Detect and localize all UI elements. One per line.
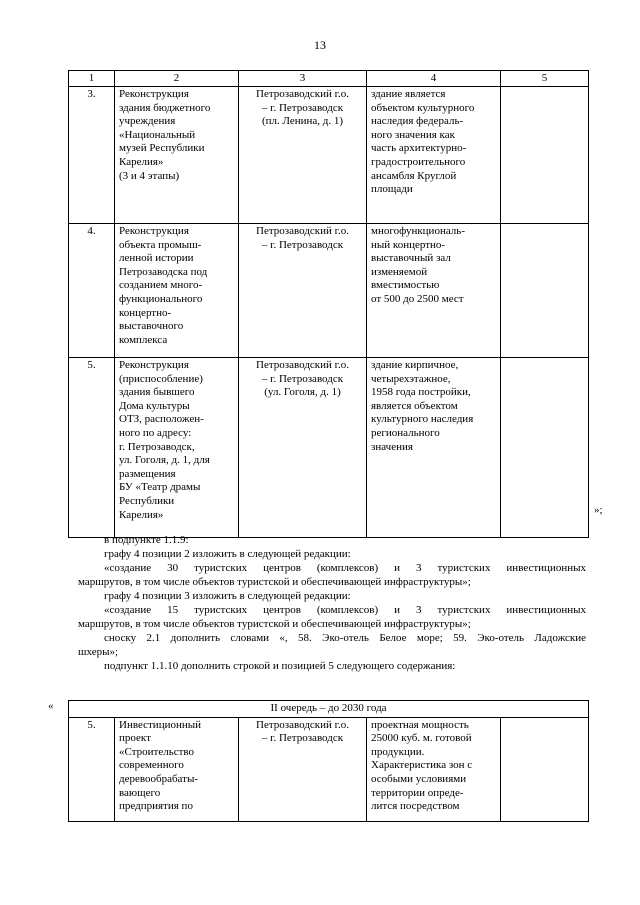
text-line: культурного наследия — [371, 413, 474, 426]
header-cell-5: 5 — [501, 71, 589, 87]
text-line: концертно- — [119, 306, 172, 319]
paragraph: «создание 30 туристских центров (комплексов) и 3 туристских инвестиционных — [104, 562, 586, 574]
text-line: – г. Петрозаводск — [261, 732, 344, 745]
text-line: многофункциональ- — [371, 225, 465, 237]
text-line: объекта промыш- — [119, 238, 202, 251]
paragraph: сноску 2.1 дополнить словами «, 58. Эко-отель Белое море; 59. Эко-отель Ладожские — [104, 632, 586, 644]
text-line: деревообрабаты- — [119, 772, 199, 785]
text-line: площади — [371, 183, 413, 196]
text-line: размещения — [119, 467, 176, 480]
empty-cell — [501, 717, 589, 821]
object-name-cell — [115, 358, 239, 538]
text-line: вающего — [119, 786, 161, 799]
text-line: градостроительного — [371, 155, 466, 168]
paragraph: в подпункте 1.1.9: — [104, 534, 189, 546]
text-line: – г. Петрозаводск — [261, 101, 344, 114]
stage-header-row — [69, 701, 589, 718]
header-cell-3: 3 — [239, 71, 367, 87]
text-line: Инвестиционный — [119, 718, 202, 731]
text-line: вместимостью — [371, 279, 440, 292]
text-line: часть архитектурно- — [371, 142, 467, 155]
text-line: – г. Петрозаводск — [261, 372, 344, 385]
text-line: Петрозаводский г.о. — [256, 718, 349, 731]
text-line: ансамбля Круглой — [371, 169, 457, 182]
object-name-cell — [115, 87, 239, 224]
text-line: г. Петрозаводск, — [119, 440, 195, 453]
text-line: современного — [119, 759, 184, 772]
text-line: здание является — [371, 88, 446, 100]
text-line: ленной истории — [119, 252, 194, 265]
text-line: БУ «Театр драмы — [119, 481, 201, 494]
paragraph: подпункт 1.1.10 дополнить строкой и позицией 5 следующего содержания: — [104, 660, 456, 672]
text-line: ного по адресу: — [119, 426, 192, 439]
text-line: здания бюджетного — [119, 101, 211, 114]
text-line: созданием много- — [119, 279, 203, 292]
description-cell — [367, 224, 501, 358]
text-line: 25000 куб. м. готовой — [371, 732, 472, 745]
text-line: проектная мощность — [371, 718, 469, 731]
empty-cell — [501, 87, 589, 224]
text-line: 1958 года постройки, — [371, 386, 471, 399]
text-line: является объектом — [371, 399, 458, 412]
table-row — [69, 224, 589, 358]
description-cell — [367, 87, 501, 224]
text-line: комплекса — [119, 333, 168, 346]
description-cell — [367, 358, 501, 538]
text-line: Реконструкция — [119, 88, 189, 100]
text-line: Петрозаводский г.о. — [256, 88, 349, 100]
text-line: предприятия по — [119, 800, 193, 813]
text-line: «Строительство — [119, 745, 195, 758]
table-row — [69, 717, 589, 821]
text-line: функционального — [119, 292, 203, 305]
text-line: здание кирпичное, — [371, 359, 459, 371]
text-line: здания бывшего — [119, 386, 195, 399]
stage-header: II очередь – до 2030 года — [69, 701, 589, 718]
text-line: наследия федераль- — [371, 115, 464, 128]
text-line: Дома культуры — [119, 399, 190, 412]
text-line: (3 и 4 этапы) — [119, 169, 180, 182]
paragraph: «создание 15 туристских центров (комплексов) и 3 туристских инвестиционных — [104, 604, 586, 616]
text-line: музей Республики — [119, 142, 205, 155]
text-line: (пл. Ленина, д. 1) — [261, 115, 344, 128]
text-line: проект — [119, 732, 151, 745]
text-line: четырехэтажное, — [371, 372, 451, 385]
text-line: объектом культурного — [371, 101, 475, 114]
text-line: учреждения — [119, 115, 176, 128]
text-line: значения — [371, 440, 413, 453]
opening-quote: « — [48, 700, 54, 712]
row-number: 3. — [69, 87, 115, 224]
header-cell-4: 4 — [367, 71, 501, 87]
location-cell — [239, 224, 367, 358]
row-number: 5. — [69, 358, 115, 538]
text-line: Петрозаводский г.о. — [256, 225, 349, 237]
empty-cell — [501, 224, 589, 358]
text-line: «Национальный — [119, 128, 196, 141]
text-line: ул. Гоголя, д. 1, для — [119, 454, 210, 467]
description-cell — [367, 717, 501, 821]
second-table — [68, 700, 589, 822]
text-line: от 500 до 2500 мест — [371, 292, 464, 305]
text-line: Петрозаводска под — [119, 265, 208, 278]
object-name-cell — [115, 224, 239, 358]
text-line: Характеристика зон с — [371, 759, 473, 772]
paragraph: маршрутов, в том числе объектов туристской и обеспечивающей инфраструктуры»; — [78, 576, 471, 588]
text-line: особыми условиями — [371, 772, 467, 785]
table-row — [69, 87, 589, 224]
table-row — [69, 358, 589, 538]
text-line: территории опреде- — [371, 786, 464, 799]
row-number: 5. — [69, 717, 115, 821]
location-cell — [239, 358, 367, 538]
row-number: 4. — [69, 224, 115, 358]
text-line: Петрозаводский г.о. — [256, 359, 349, 371]
main-table — [68, 70, 589, 538]
object-name-cell — [115, 717, 239, 821]
text-line: ОТЗ, расположен- — [119, 413, 204, 426]
location-cell — [239, 87, 367, 224]
text-line: продукции. — [371, 745, 425, 758]
text-line: регионального — [371, 426, 440, 439]
text-line: изменяемой — [371, 265, 428, 278]
text-line: Карелия» — [119, 155, 164, 168]
text-line: Реконструкция — [119, 225, 189, 237]
closing-quote: »; — [594, 504, 603, 516]
table-header-row — [69, 71, 589, 87]
body-text — [78, 533, 586, 673]
text-line: выставочного — [119, 320, 184, 333]
text-line: Реконструкция — [119, 359, 189, 371]
paragraph: графу 4 позиции 2 изложить в следующей редакции: — [104, 548, 351, 560]
text-line: – г. Петрозаводск — [261, 238, 344, 251]
text-line: Республики — [119, 494, 175, 507]
text-line: (ул. Гоголя, д. 1) — [264, 386, 341, 399]
text-line: лится посредством — [371, 800, 460, 813]
header-cell-2: 2 — [115, 71, 239, 87]
text-line: ного значения как — [371, 128, 455, 141]
text-line: Карелия» — [119, 508, 164, 521]
text-line: выставочный зал — [371, 252, 451, 265]
text-line: (приспособление) — [119, 372, 203, 385]
text-line: ный концертно- — [371, 238, 446, 251]
paragraph: графу 4 позиции 3 изложить в следующей редакции: — [104, 590, 351, 602]
header-cell-1: 1 — [69, 71, 115, 87]
empty-cell — [501, 358, 589, 538]
location-cell — [239, 717, 367, 821]
page-number: 13 — [314, 38, 326, 52]
paragraph: шхеры»; — [78, 646, 119, 658]
paragraph: маршрутов, в том числе объектов туристской и обеспечивающей инфраструктуры»; — [78, 618, 471, 630]
